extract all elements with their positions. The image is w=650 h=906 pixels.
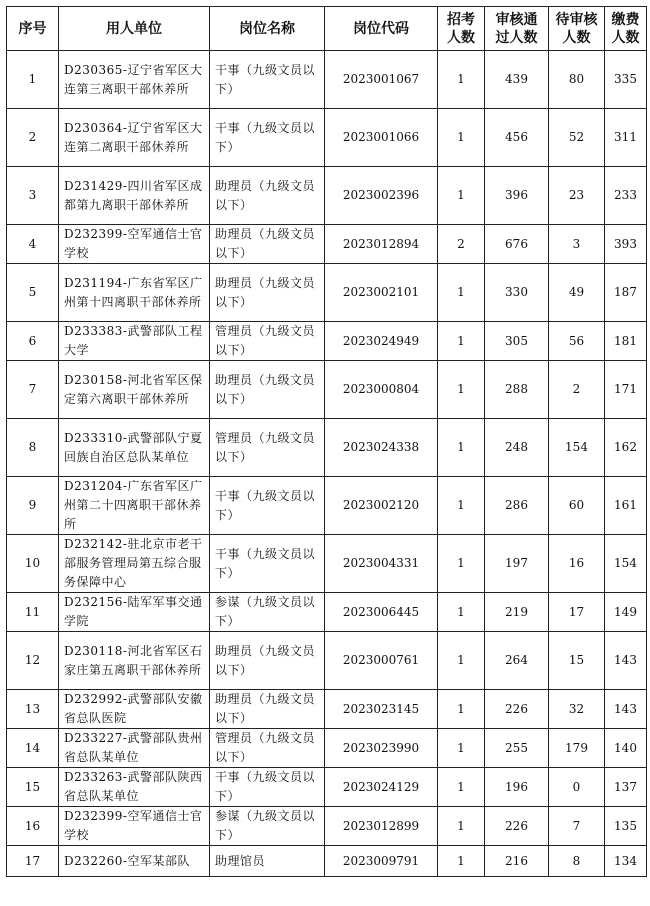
- cell-position-code: 2023000804: [325, 361, 438, 419]
- header-pending-count: [549, 7, 605, 51]
- cell-seq: 12: [7, 632, 59, 690]
- cell-recruit-count: 1: [438, 361, 485, 419]
- cell-seq: 2: [7, 109, 59, 167]
- cell-pending-count: 17: [549, 593, 605, 632]
- registration-statistics-sheet: [6, 6, 647, 877]
- cell-paid-count: 393: [605, 225, 647, 264]
- header-position-name: 岗位名称: [210, 7, 325, 51]
- cell-position-name: 干事（九级文员以下）: [210, 51, 325, 109]
- table-row: [7, 225, 647, 264]
- cell-passed-count: 305: [485, 322, 549, 361]
- cell-unit: D231204-广东省军区广州第二十四离职干部休养所: [59, 477, 210, 535]
- cell-recruit-count: 1: [438, 109, 485, 167]
- cell-paid-count: 143: [605, 632, 647, 690]
- cell-passed-count: 264: [485, 632, 549, 690]
- cell-passed-count: 248: [485, 419, 549, 477]
- cell-unit: D232399-空军通信士官学校: [59, 807, 210, 846]
- cell-seq: 3: [7, 167, 59, 225]
- cell-recruit-count: 1: [438, 632, 485, 690]
- cell-recruit-count: 1: [438, 593, 485, 632]
- table-row: [7, 593, 647, 632]
- cell-passed-count: 226: [485, 690, 549, 729]
- cell-position-code: 2023001066: [325, 109, 438, 167]
- cell-passed-count: 330: [485, 264, 549, 322]
- cell-pending-count: 23: [549, 167, 605, 225]
- table-row: [7, 264, 647, 322]
- cell-recruit-count: 1: [438, 846, 485, 877]
- table-row: [7, 729, 647, 768]
- header-recruit-line2: 人数: [447, 29, 475, 46]
- table-row: [7, 807, 647, 846]
- cell-position-name: 助理员（九级文员以下）: [210, 690, 325, 729]
- cell-pending-count: 7: [549, 807, 605, 846]
- cell-passed-count: 286: [485, 477, 549, 535]
- cell-unit: D230364-辽宁省军区大连第二离职干部休养所: [59, 109, 210, 167]
- header-passed-line2: 过人数: [495, 29, 538, 46]
- cell-position-code: 2023024949: [325, 322, 438, 361]
- cell-seq: 15: [7, 768, 59, 807]
- cell-paid-count: 137: [605, 768, 647, 807]
- cell-seq: 11: [7, 593, 59, 632]
- cell-passed-count: 676: [485, 225, 549, 264]
- cell-recruit-count: 1: [438, 264, 485, 322]
- cell-recruit-count: 1: [438, 768, 485, 807]
- cell-paid-count: 335: [605, 51, 647, 109]
- cell-pending-count: 15: [549, 632, 605, 690]
- cell-position-name: 干事（九级文员以下）: [210, 768, 325, 807]
- cell-paid-count: 135: [605, 807, 647, 846]
- cell-passed-count: 456: [485, 109, 549, 167]
- cell-paid-count: 162: [605, 419, 647, 477]
- cell-pending-count: 179: [549, 729, 605, 768]
- header-recruit-count: [438, 7, 485, 51]
- table-row: [7, 361, 647, 419]
- cell-passed-count: 396: [485, 167, 549, 225]
- cell-paid-count: 143: [605, 690, 647, 729]
- cell-seq: 8: [7, 419, 59, 477]
- cell-recruit-count: 1: [438, 167, 485, 225]
- cell-pending-count: 56: [549, 322, 605, 361]
- table-row: [7, 419, 647, 477]
- cell-paid-count: 161: [605, 477, 647, 535]
- cell-unit: D233227-武警部队贵州省总队某单位: [59, 729, 210, 768]
- header-paid-count: [605, 7, 647, 51]
- cell-position-code: 2023002120: [325, 477, 438, 535]
- header-recruit-line1: 招考: [447, 11, 475, 28]
- cell-pending-count: 16: [549, 535, 605, 593]
- cell-position-code: 2023023990: [325, 729, 438, 768]
- table-row: [7, 109, 647, 167]
- cell-pending-count: 32: [549, 690, 605, 729]
- cell-recruit-count: 1: [438, 729, 485, 768]
- cell-position-name: 参谋（九级文员以下）: [210, 593, 325, 632]
- cell-position-name: 参谋（九级文员以下）: [210, 807, 325, 846]
- table-row: [7, 535, 647, 593]
- cell-paid-count: 134: [605, 846, 647, 877]
- cell-pending-count: 3: [549, 225, 605, 264]
- cell-unit: D232260-空军某部队: [59, 846, 210, 877]
- cell-unit: D230158-河北省军区保定第六离职干部休养所: [59, 361, 210, 419]
- cell-unit: D230365-辽宁省军区大连第三离职干部休养所: [59, 51, 210, 109]
- cell-seq: 7: [7, 361, 59, 419]
- cell-position-name: 助理员（九级文员以下）: [210, 167, 325, 225]
- cell-pending-count: 2: [549, 361, 605, 419]
- cell-position-name: 干事（九级文员以下）: [210, 535, 325, 593]
- cell-unit: D230118-河北省军区石家庄第五离职干部休养所: [59, 632, 210, 690]
- cell-passed-count: 219: [485, 593, 549, 632]
- registration-table: [6, 6, 647, 877]
- cell-recruit-count: 1: [438, 690, 485, 729]
- cell-position-code: 2023012899: [325, 807, 438, 846]
- cell-paid-count: 154: [605, 535, 647, 593]
- cell-recruit-count: 2: [438, 225, 485, 264]
- cell-passed-count: 216: [485, 846, 549, 877]
- cell-paid-count: 149: [605, 593, 647, 632]
- cell-pending-count: 52: [549, 109, 605, 167]
- cell-unit: D233383-武警部队工程大学: [59, 322, 210, 361]
- cell-position-name: 助理员（九级文员以下）: [210, 225, 325, 264]
- header-unit: 用人单位: [59, 7, 210, 51]
- table-row: [7, 632, 647, 690]
- cell-unit: D232992-武警部队安徽省总队医院: [59, 690, 210, 729]
- cell-unit: D232399-空军通信士官学校: [59, 225, 210, 264]
- table-header-row: [7, 7, 647, 51]
- cell-position-code: 2023002396: [325, 167, 438, 225]
- cell-pending-count: 0: [549, 768, 605, 807]
- cell-passed-count: 196: [485, 768, 549, 807]
- header-pending-line1: 待审核: [555, 11, 598, 28]
- cell-passed-count: 226: [485, 807, 549, 846]
- cell-passed-count: 439: [485, 51, 549, 109]
- cell-position-name: 助理员（九级文员以下）: [210, 264, 325, 322]
- table-row: [7, 477, 647, 535]
- cell-seq: 9: [7, 477, 59, 535]
- cell-pending-count: 49: [549, 264, 605, 322]
- cell-position-name: 管理员（九级文员以下）: [210, 419, 325, 477]
- cell-position-code: 2023000761: [325, 632, 438, 690]
- table-row: [7, 768, 647, 807]
- cell-paid-count: 171: [605, 361, 647, 419]
- cell-recruit-count: 1: [438, 419, 485, 477]
- cell-pending-count: 60: [549, 477, 605, 535]
- cell-passed-count: 288: [485, 361, 549, 419]
- cell-unit: D232142-驻北京市老干部服务管理局第五综合服务保障中心: [59, 535, 210, 593]
- cell-position-code: 2023024129: [325, 768, 438, 807]
- cell-position-code: 2023004331: [325, 535, 438, 593]
- table-row: [7, 51, 647, 109]
- cell-position-code: 2023023145: [325, 690, 438, 729]
- cell-position-name: 管理员（九级文员以下）: [210, 322, 325, 361]
- cell-seq: 6: [7, 322, 59, 361]
- header-passed-count: [485, 7, 549, 51]
- header-paid-line2: 人数: [611, 29, 640, 46]
- table-body: [7, 51, 647, 877]
- cell-pending-count: 80: [549, 51, 605, 109]
- cell-position-code: 2023009791: [325, 846, 438, 877]
- cell-recruit-count: 1: [438, 535, 485, 593]
- table-row: [7, 846, 647, 877]
- cell-unit: D231429-四川省军区成都第九离职干部休养所: [59, 167, 210, 225]
- cell-unit: D233263-武警部队陕西省总队某单位: [59, 768, 210, 807]
- header-position-code: 岗位代码: [325, 7, 438, 51]
- cell-seq: 10: [7, 535, 59, 593]
- cell-unit: D231194-广东省军区广州第十四离职干部休养所: [59, 264, 210, 322]
- cell-paid-count: 140: [605, 729, 647, 768]
- header-passed-line1: 审核通: [495, 11, 538, 28]
- header-pending-line2: 人数: [562, 29, 591, 46]
- cell-recruit-count: 1: [438, 51, 485, 109]
- cell-passed-count: 255: [485, 729, 549, 768]
- cell-position-code: 2023024338: [325, 419, 438, 477]
- cell-pending-count: 154: [549, 419, 605, 477]
- cell-recruit-count: 1: [438, 807, 485, 846]
- cell-paid-count: 311: [605, 109, 647, 167]
- cell-passed-count: 197: [485, 535, 549, 593]
- cell-position-name: 助理员（九级文员以下）: [210, 632, 325, 690]
- cell-paid-count: 181: [605, 322, 647, 361]
- cell-position-name: 助理员（九级文员以下）: [210, 361, 325, 419]
- cell-seq: 14: [7, 729, 59, 768]
- cell-position-name: 干事（九级文员以下）: [210, 109, 325, 167]
- cell-position-name: 干事（九级文员以下）: [210, 477, 325, 535]
- cell-position-code: 2023006445: [325, 593, 438, 632]
- cell-position-code: 2023012894: [325, 225, 438, 264]
- table-row: [7, 167, 647, 225]
- cell-recruit-count: 1: [438, 477, 485, 535]
- cell-position-code: 2023002101: [325, 264, 438, 322]
- cell-position-name: 管理员（九级文员以下）: [210, 729, 325, 768]
- cell-seq: 5: [7, 264, 59, 322]
- cell-unit: D233310-武警部队宁夏回族自治区总队某单位: [59, 419, 210, 477]
- header-seq: 序号: [7, 7, 59, 51]
- header-paid-line1: 缴费: [611, 11, 640, 28]
- cell-recruit-count: 1: [438, 322, 485, 361]
- cell-position-name: 助理馆员: [210, 846, 325, 877]
- table-row: [7, 322, 647, 361]
- cell-unit: D232156-陆军军事交通学院: [59, 593, 210, 632]
- cell-seq: 1: [7, 51, 59, 109]
- cell-seq: 16: [7, 807, 59, 846]
- cell-pending-count: 8: [549, 846, 605, 877]
- table-row: [7, 690, 647, 729]
- cell-paid-count: 233: [605, 167, 647, 225]
- cell-seq: 17: [7, 846, 59, 877]
- cell-seq: 4: [7, 225, 59, 264]
- cell-seq: 13: [7, 690, 59, 729]
- cell-paid-count: 187: [605, 264, 647, 322]
- cell-position-code: 2023001067: [325, 51, 438, 109]
